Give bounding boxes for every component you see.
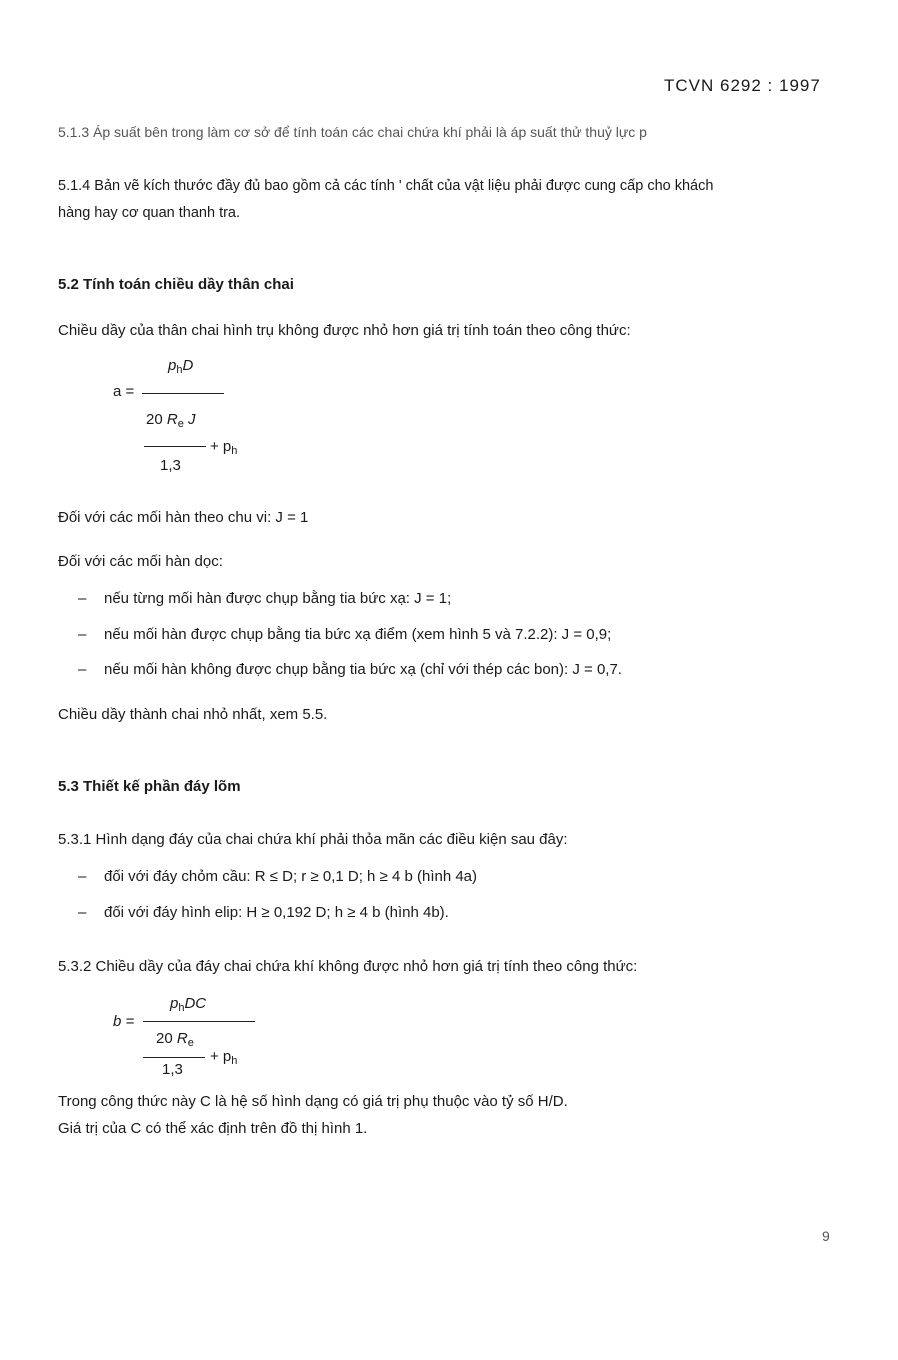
- page-number: 9: [822, 1228, 830, 1244]
- formula-a-main-bar: [142, 393, 224, 394]
- shape-factor-note-line1: Trong công thức này C là hệ số hình dạng có giá trị phụ thuộc vào tỷ số H/D.: [58, 1093, 568, 1110]
- formula-b-numerator: $p_hDC$: [170, 995, 207, 1014]
- formula-b-inner-numerator: 20 $R_e$: [156, 1030, 194, 1049]
- minimum-thickness-note: Chiều dầy thành chai nhỏ nhất, xem 5.5.: [58, 706, 328, 723]
- list-item: nếu mối hàn được chụp bằng tia bức xạ điểm (xem hình 5 và 7.2.2): J = 0,9;: [104, 626, 612, 643]
- formula-b-inner-denominator: 1,3: [162, 1061, 183, 1078]
- clause-5-1-4-line2: hàng hay cơ quan thanh tra.: [58, 205, 241, 221]
- formula-a-inner-denominator: 1,3: [160, 457, 181, 474]
- clause-5-3-1: 5.3.1 Hình dạng đáy của chai chứa khí phải thỏa mãn các điều kiện sau đây:: [58, 831, 568, 848]
- formula-b-lhs: b =: [113, 1013, 135, 1030]
- formula-a-inner-numerator: 20 $R_e$ J: [146, 411, 196, 430]
- list-bullet: –: [78, 868, 87, 885]
- formula-b-plus-ph: + $p_h$: [210, 1048, 238, 1067]
- section-5-2-intro: Chiều dầy của thân chai hình trụ không được nhỏ hơn giá trị tính toán theo công thức:: [58, 322, 631, 339]
- section-5-2-heading: 5.2 Tính toán chiều dầy thân chai: [58, 276, 294, 293]
- formula-b-main-bar: [143, 1021, 255, 1022]
- formula-a-plus-ph: + $p_h$: [210, 438, 238, 457]
- clause-5-1-3: 5.1.3 Áp suất bên trong làm cơ sở để tính toán các chai chứa khí phải là áp suất thử thuỷ lực p: [58, 124, 647, 140]
- longitudinal-weld-heading: Đối với các mối hàn dọc:: [58, 553, 223, 570]
- formula-a-numerator: $p_hD$: [168, 357, 194, 376]
- list-bullet: –: [78, 661, 87, 678]
- formula-a-inner-bar: [144, 446, 206, 447]
- list-item: nếu mối hàn không được chụp bằng tia bức xạ (chỉ với thép các bon): J = 0,7.: [104, 661, 622, 678]
- list-bullet: –: [78, 626, 87, 643]
- list-item: nếu từng mối hàn được chụp bằng tia bức xạ: J = 1;: [104, 590, 452, 607]
- list-item: đối với đáy chỏm cầu: R ≤ D; r ≥ 0,1 D; h ≥ 4 b (hình 4a): [104, 868, 478, 885]
- document-code: TCVN 6292 : 1997: [664, 76, 821, 95]
- shape-factor-note-line2: Giá trị của C có thể xác định trên đồ thị hình 1.: [58, 1120, 368, 1137]
- list-item: đối với đáy hình elip: H ≥ 0,192 D; h ≥ 4 b (hình 4b).: [104, 904, 449, 921]
- list-bullet: –: [78, 590, 87, 607]
- list-bullet: –: [78, 904, 87, 921]
- clause-5-3-2: 5.3.2 Chiều dầy của đáy chai chứa khí không được nhỏ hơn giá trị tính theo công thức:: [58, 958, 638, 975]
- circumferential-weld-rule: Đối với các mối hàn theo chu vi: J = 1: [58, 509, 309, 526]
- clause-5-1-4-line1: 5.1.4 Bản vẽ kích thước đầy đủ bao gồm cả các tính ' chất của vật liệu phải được cung cấp cho khách: [58, 178, 714, 194]
- section-5-3-heading: 5.3 Thiết kế phần đáy lõm: [58, 778, 241, 795]
- formula-b-inner-bar: [143, 1057, 205, 1058]
- formula-a-lhs: a =: [113, 383, 135, 400]
